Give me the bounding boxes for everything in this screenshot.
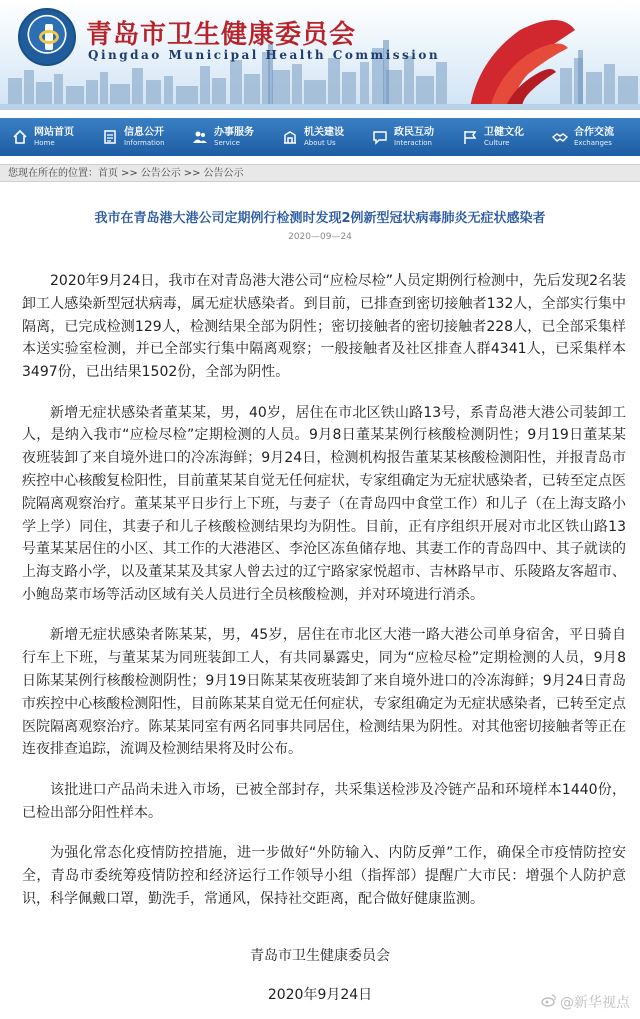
breadcrumb-separator: >> — [121, 168, 138, 179]
weibo-icon — [541, 993, 557, 1011]
article-title: 我市在青岛港大港公司定期例行检测时发现2例新型冠状病毒肺炎无症状感染者 — [94, 211, 546, 226]
weibo-watermark — [541, 992, 630, 1012]
article-paragraph: 新增无症状感染者陈某某，男，45岁，居住在市北区大港一路大港公司单身宿舍，平日骑自行车上下班，与董某某为同班装卸工人，有共同暴露史，同为“应检尽检”定期检测的人员，9月8日陈某某例行核酸检测阴性；9月19日陈某某夜班装卸了来自境外进口的冷冻海鲜；9月24日青岛市疾控中心核酸检测阳性，目前陈某某自觉无任何症状，专家组确定为无症状感染者，已转至定点医院隔离观察治疗。陈某某同室有两名同事共同居住，检测结果为阴性。对其他密切接触者等正在连夜排查追踪，流调及检测结果将及时公布。 — [22, 627, 626, 758]
breadcrumb-prefix: 您现在所在的位置： — [8, 168, 98, 179]
breadcrumb-current[interactable]: 公告公示 — [203, 168, 244, 179]
nav-item-home[interactable] — [6, 120, 96, 154]
chat-icon — [370, 127, 390, 147]
nav-label: 办事服务 — [214, 126, 254, 138]
nav-item-information[interactable] — [96, 120, 186, 154]
nav-label-en: Service — [214, 138, 240, 147]
breadcrumb-notice-link[interactable]: 公告公示 — [140, 168, 181, 179]
nav-label: 机关建设 — [304, 126, 344, 138]
nav-label-en: Culture — [484, 138, 510, 147]
corner-watermark: 无限精彩 — [597, 3, 634, 13]
nav-item-exchanges[interactable] — [546, 120, 636, 154]
article-date: 2020—09—24 — [288, 232, 352, 242]
article-body — [22, 270, 626, 928]
nav-label-en: Exchanges — [574, 138, 612, 147]
article-paragraph: 新增无症状感染者董某某，男，40岁，居住在市北区铁山路13号，系青岛港大港公司装卸工人，是纳入我市“应检尽检”定期检测的人员。9月8日董某某例行核酸检测阴性；9月19日董某某夜班装卸了来自境外进口的冷冻海鲜；9月24日，检测机构报告董某某核酸检测阳性，并报青岛市疾控中心核酸复检阳性，目前董某某自觉无任何症状，专家组确定为无症状感染者，已转至定点医院隔离观察治疗。董某某平日步行上下班，与妻子（在青岛四中食堂工作）和儿子（在上海支路小学上学）同住，其妻子和儿子核酸检测结果均为阴性。目前，正有序组织开展对市北区铁山路13号董某某居住的小区、其工作的大港港区、李沧区冻鱼储存地、其妻工作的青岛四中、其子就读的上海支路小学，以及董某某及其家人曾去过的辽宁路家家悦超市、吉林路早市、乐陵路友客超市、小鲍岛菜市场等活动区域有关人员进行全员核酸检测，并对环境进行消杀。 — [22, 404, 626, 603]
snake-icon — [39, 30, 59, 44]
article-sign-date: 2020年9月24日 — [267, 987, 373, 1003]
commission-logo[interactable] — [18, 8, 76, 66]
building-icon — [280, 127, 300, 147]
handshake-icon — [550, 127, 570, 147]
nav-label-en: Information — [124, 138, 165, 147]
nav-label: 政民互动 — [394, 126, 434, 138]
article-paragraph: 该批进口产品尚未进入市场，已被全部封存，共采集送检涉及冷链产品和环境样本1440份，已检出部分阳性样本。 — [22, 781, 626, 821]
site-title: 青岛市卫生健康委员会 — [86, 20, 357, 50]
nav-label: 合作交流 — [574, 126, 614, 138]
nav-label: 网站首页 — [34, 126, 74, 138]
breadcrumb-separator: >> — [183, 168, 201, 179]
nav-item-culture[interactable] — [456, 120, 546, 154]
article-signature: 青岛市卫生健康委员会 — [250, 948, 390, 964]
nav-label-en: Home — [34, 138, 55, 147]
main-navigation — [0, 118, 640, 156]
weibo-watermark-text: @新华视点 — [560, 995, 630, 1011]
nav-label-en: About Us — [304, 138, 336, 147]
breadcrumb — [0, 164, 640, 182]
nav-item-about[interactable] — [276, 120, 366, 154]
flag-icon — [460, 127, 480, 147]
article-paragraph: 为强化常态化疫情防控措施，进一步做好“外防输入、内防反弹”工作，确保全市疫情防控安全，青岛市委统筹疫情防控和经济运行工作领导小组（指挥部）提醒广大市民：增强个人防护意识，科学佩戴口罩，勤洗手，常通风，保持社交距离，配合做好健康监测。 — [22, 844, 626, 907]
home-icon — [10, 127, 30, 147]
users-icon — [190, 127, 210, 147]
nav-label-en: Interaction — [394, 138, 432, 147]
site-banner — [0, 0, 640, 110]
document-icon — [100, 127, 120, 147]
article-paragraph: 2020年9月24日，我市在对青岛港大港公司“应检尽检”人员定期例行检测中，先后发现2名装卸工人感染新型冠状病毒，属无症状感染者。到目前，已排查到密切接触者132人，全部实行集中隔离，已完成检测129人，检测结果全部为阴性；密切接触者的密切接触者228人，已全部采集样本送实验室检测，并已全部实行集中隔离观察；一般接触者及社区排查人群4341人，已采集样本3497份，已出结果1502份，全部为阴性。 — [22, 273, 626, 381]
site-title-english: Qingdao Municipal Health Commission — [88, 48, 441, 62]
nav-label: 信息公开 — [124, 126, 164, 138]
nav-item-service[interactable] — [186, 120, 276, 154]
nav-item-interaction[interactable] — [366, 120, 456, 154]
nav-label: 卫健文化 — [484, 126, 524, 138]
breadcrumb-home-link[interactable]: 首页 — [98, 168, 118, 179]
